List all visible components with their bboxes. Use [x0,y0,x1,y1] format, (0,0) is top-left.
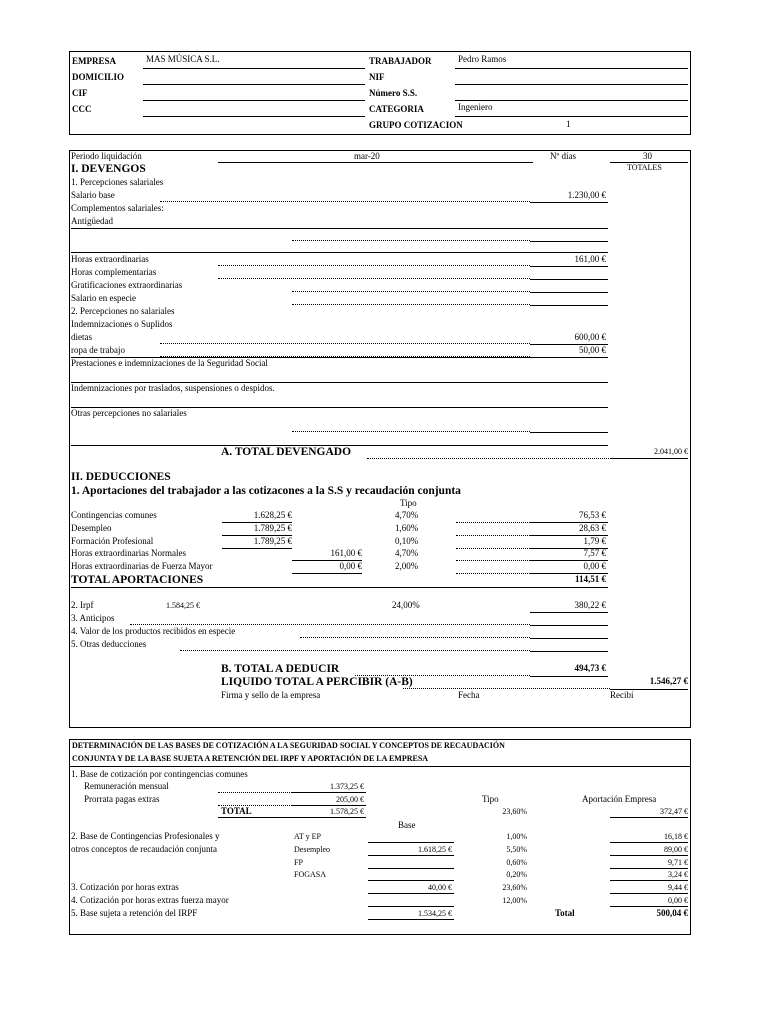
dias-label: Nº días [550,151,577,161]
cif-label: CIF [72,88,88,98]
complemento-line-2 [71,252,608,253]
base-header: Base [398,820,416,830]
concepto-tipo: 0,20% [506,870,527,880]
prestaciones-label: Prestaciones e indemnizaciones de la Seguridad Social [71,358,268,368]
salario-especie-dots [292,304,530,305]
total-tipo: 23,60% [502,807,527,816]
indemnizaciones-label: Indemnizaciones o Suplidos [71,319,173,329]
categoria-line [455,116,688,117]
irpf-base-line [368,919,454,920]
remuneracion-line [292,792,366,793]
total-deducir-label: B. TOTAL A DEDUCIR [221,663,340,675]
total-deducir-line [530,676,608,677]
total-deducir-value: 494,73 € [574,663,606,673]
salario-especie-label: Salario en especie [71,293,136,303]
salario-base-label: Salario base [71,190,115,200]
concepto-tipo: 0,60% [506,857,527,867]
remuneracion-label: Remuneración mensual [84,781,169,791]
periodo-line [218,162,533,163]
categoria-value: Ingeniero [458,102,493,112]
prorrata-line [292,805,366,806]
total-value: 1.578,25 € [330,807,364,816]
concepto-base: 1.618,25 € [418,844,452,854]
aportacion-importe: 28,63 € [579,522,606,533]
dietas-dots [160,343,530,344]
aportacion-label: Contingencias comunes [71,510,157,520]
valor-productos-dots [300,637,530,638]
aportacion-importe: 1,79 € [583,535,606,546]
aportacion-base: 1.789,25 € [253,522,292,533]
dias-value: 30 [643,151,652,161]
percepciones-no-salariales: 2. Percepciones no salariales [71,306,175,316]
aportacion-label: Formación Profesional [71,535,154,546]
tipo-header: Tipo [482,794,499,804]
aportacion-label: Horas extraordinarias de Fuerza Mayor [71,561,213,572]
domicilio-label: DOMICILIO [72,72,125,82]
total-devengado-value: 2.041,00 € [654,447,688,456]
nomina-box [69,150,691,728]
fuerza-mayor-aportacion: 0,00 € [668,896,688,905]
concepto-aportacion: 16,18 € [664,832,688,841]
nif-line [455,84,688,85]
base-cp-label-2: otros conceptos de recaudación conjunta [71,844,217,854]
empresa-value: MAS MÚSICA S.L. [146,54,220,64]
empresa-line [143,68,365,69]
aportacion-importe: 76,53 € [579,510,606,520]
anticipos-dots [130,624,530,625]
ccc-label: CCC [72,104,92,114]
aportacion-base: 0,00 € [339,561,362,572]
concepto-label: AT y EP [294,832,321,841]
otras-label: Otras percepciones no salariales [71,408,187,418]
base-cc-label: 1. Base de cotización por contingencias comunes [71,769,248,779]
irpf-base-value: 1.534,25 € [418,909,452,918]
aportacion-importe: 7,57 € [583,548,606,559]
remuneracion-dots [218,792,292,793]
bases-title-divider [69,766,691,767]
otras-dots [292,431,530,432]
concepto-aportacion-line [610,880,688,881]
fecha-label: Fecha [458,690,480,700]
numero-ss-line [455,100,688,101]
fuerza-mayor-label: 4. Cotización por horas extras fuerza mayor [71,895,229,905]
concepto-base-line [368,880,454,881]
periodo-label: Periodo liquidación [71,151,142,161]
anticipos-label: 3. Anticipos [71,613,115,623]
total-final-value: 500,04 € [656,908,688,918]
prorrata-value: 205,00 € [336,795,364,804]
liquido-value: 1.546,27 € [649,676,688,686]
anticipos-line [530,625,608,626]
horas-extra-line [530,266,608,267]
liquido-dots [403,688,610,689]
empresa-label: EMPRESA [72,56,117,66]
concepto-label: FP [294,857,303,867]
total-aportaciones-value: 114,51 € [574,574,606,584]
grupo-label: GRUPO COTIZACION [369,120,463,130]
antiguedad-line [71,228,608,229]
concepto-aportacion: 89,00 € [664,844,688,854]
aportaciones-title: 1. Aportaciones del trabajador a las cotizacones a la S.S y recaudación conjunta [71,485,461,497]
total-final-label: Total [555,908,575,918]
trabajador-value: Pedro Ramos [458,54,507,64]
aportacion-base-line [292,573,362,574]
aportacion-base: 161,00 € [330,548,362,559]
irpf-importe: 380,22 € [574,600,606,610]
tipo-label: Tipo [400,498,417,508]
concepto-base-line [368,842,454,843]
aportacion-tipo: 4,70% [395,548,419,559]
dietas-label: dietas [71,332,92,342]
otras-deducciones-label: 5. Otras deducciones [71,639,147,649]
concepto-label: Desempleo [294,844,330,854]
horas-comp-dots [218,278,530,279]
antiguedad-label: Antigüedad [71,216,113,226]
base-cp-label-1: 2. Base de Contingencias Profesionales y [71,831,220,841]
horas-extra-label: Horas extraordinarias [71,254,149,264]
irpf-base: 1.584,25 € [166,601,200,610]
aportacion-importe: 0,00 € [583,561,606,572]
fuerza-mayor-tipo: 12,00% [502,896,527,905]
aportacion-tipo: 0,10% [395,535,419,546]
nif-label: NIF [369,72,385,82]
firma-label: Firma y sello de la empresa [221,690,321,700]
numero-ss-label: Número S.S. [369,88,418,98]
horas-extra-cot-line [610,893,688,894]
bases-title-2: CONJUNTA Y DE LA BASE SUJETA A RETENCIÓN DEL IRPF Y APORTACIÓN DE LA EMPRESA [72,754,429,763]
salario-especie-line [530,305,608,306]
concepto-tipo: 5,50% [506,844,527,854]
bases-title-1: DETERMINACIÓN DE LAS BASES DE COTIZACIÓN A LA SEGURIDAD SOCIAL Y CONCEPTOS DE RECAUDACIÓN [72,741,505,750]
concepto-base-line [368,868,454,869]
trabajador-label: TRABAJADOR [369,56,432,66]
cif-line [143,100,365,101]
total-devengado-label: A. TOTAL DEVENGADO [221,446,352,458]
aportacion-dots [456,560,530,561]
dietas-value: 600,00 € [574,332,606,342]
concepto-label: FOGASA [294,870,327,880]
total-aportacion: 372,47 € [660,807,688,816]
concepto-aportacion: 3,24 € [668,870,688,880]
horas-extra-cot-base-line [368,893,454,894]
categoria-label: CATEGORIA [369,104,424,114]
aportacion-header: Aportación Empresa [582,794,657,804]
horas-extra-cot-aportacion: 9,44 € [668,883,688,892]
salario-base-line [530,202,608,203]
aportacion-base-line [222,548,292,549]
valor-productos-line [530,638,608,639]
concepto-aportacion-line [610,868,688,869]
aportacion-tipo: 2,00% [395,561,419,572]
valor-productos-label: 4. Valor de los productos recibidos en especie [71,626,236,636]
total-label: TOTAL [221,806,252,816]
liquido-label: LIQUIDO TOTAL A PERCIBIR (A-B) [221,676,413,688]
horas-extra-cot-label: 3. Cotización por horas extras [71,882,179,892]
recibi-label: Recibí [610,690,634,700]
horas-comp-line [530,279,608,280]
traslados-label: Indemnizaciones por traslados, suspensiones o despidos. [71,383,275,393]
ccc-line [143,116,365,117]
aportacion-dots [456,535,530,536]
complementos-label: Complementos salariales: [71,203,164,213]
remuneracion-value: 1.373,25 € [330,782,364,791]
concepto-aportacion: 9,71 € [668,857,688,867]
fuerza-mayor-base-line [368,906,454,907]
aportacion-dots [456,522,530,523]
salario-base-dots [160,201,530,202]
irpf-label: 2. Irpf [71,600,94,610]
irpf-tipo: 24,00% [392,600,420,610]
total-line [218,817,366,818]
total-aportacion-line [610,817,688,818]
total-devengado-line [610,458,688,459]
totales-label: TOTALES [627,163,662,172]
gratificaciones-label: Gratificaciones extraordinarias [71,280,183,290]
aportacion-dots [456,573,530,574]
otras-line-1 [530,432,608,433]
prorrata-label: Prorrata pagas extras [84,794,160,804]
aportacion-label: Horas extraordinarias Normales [71,548,186,559]
aportacion-dots [456,548,530,549]
ropa-label: ropa de trabajo [71,345,125,355]
otras-deducciones-line [530,651,608,652]
total-aportaciones-label: TOTAL APORTACIONES [71,574,204,586]
aportacion-base: 1.628,25 € [253,510,292,520]
concepto-aportacion-line [610,855,688,856]
trabajador-line [455,68,688,69]
concepto-tipo: 1,00% [506,832,527,841]
fuerza-mayor-line [610,906,688,907]
domicilio-line [143,84,365,85]
periodo-value: mar-20 [354,151,380,161]
horas-extra-cot-base: 40,00 € [428,883,452,892]
horas-extra-value: 161,00 € [574,254,606,264]
horas-comp-label: Horas complementarias [71,267,157,277]
ropa-value: 50,00 € [579,345,606,355]
gratificaciones-line [530,292,608,293]
horas-extra-cot-tipo: 23,60% [502,883,527,892]
irpf-line [530,612,608,613]
horas-extra-dots [218,265,530,266]
otras-deducciones-dots [180,650,530,651]
aportacion-label: Desempleo [71,522,112,533]
percepciones-salariales: 1. Percepciones salariales [71,177,164,187]
total-aportaciones-line [71,587,608,588]
deducciones-title: II. DEDUCCIONES [71,471,171,483]
grupo-value: 1 [566,119,571,129]
complemento-line-1 [530,241,608,242]
complemento-dots-1 [292,240,530,241]
irpf-base-label: 5. Base sujeta a retención del IRPF [71,908,198,918]
gratificaciones-dots [292,291,530,292]
aportacion-base: 1.789,25 € [253,535,292,546]
concepto-base-line [368,855,454,856]
aportacion-tipo: 4,70% [395,510,419,520]
aportacion-tipo: 1,60% [395,522,419,533]
salario-base-value: 1.230,00 € [567,190,606,200]
devengos-title: I. DEVENGOS [71,163,146,175]
concepto-aportacion-line [610,842,688,843]
